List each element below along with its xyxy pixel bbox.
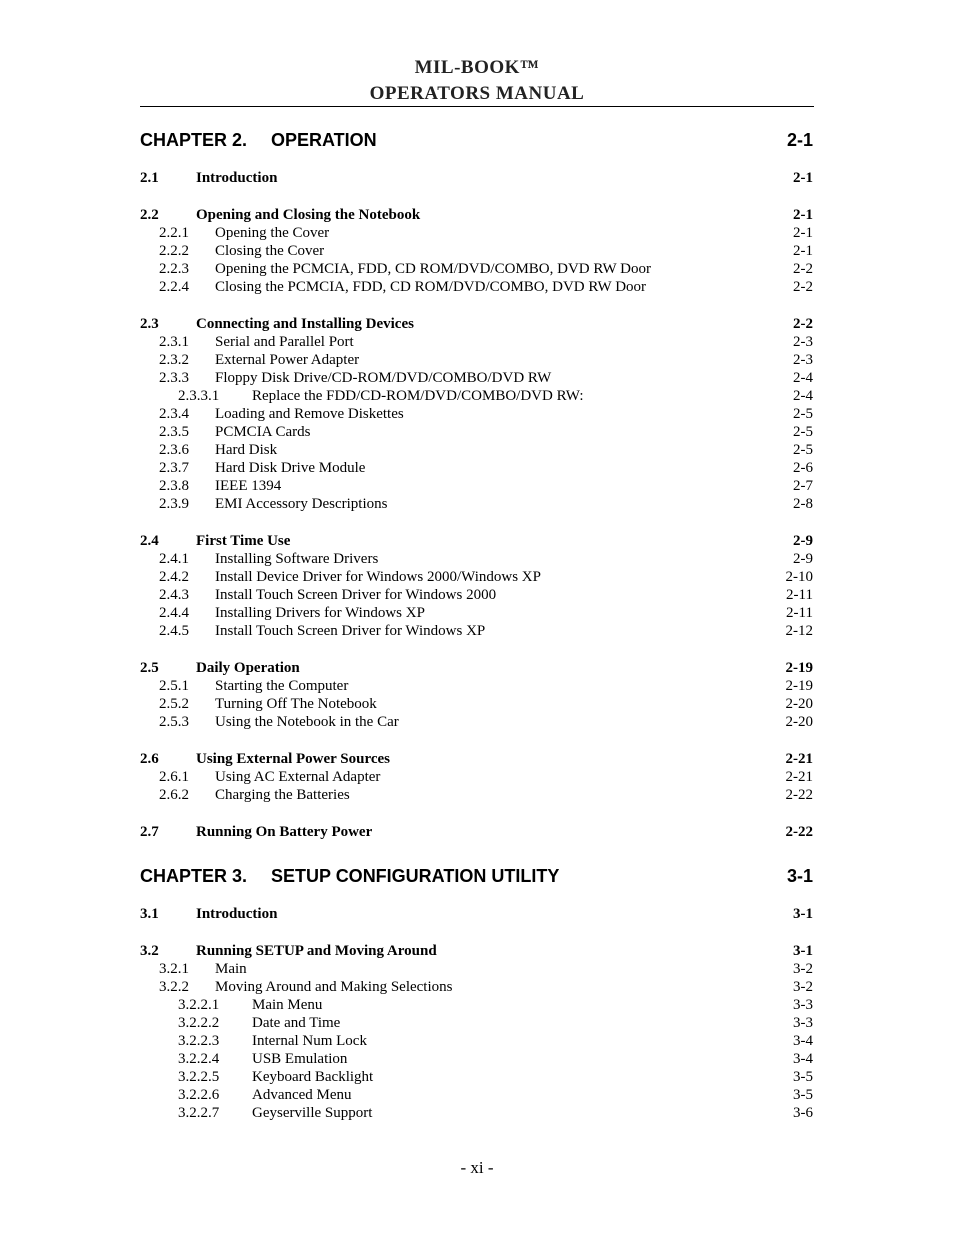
toc-entry-page: 3-3 [793, 1015, 813, 1031]
toc-entry-number: 2.4.5 [159, 623, 189, 639]
toc-entry-sub[interactable] [0, 695, 954, 713]
toc-entry-page: 3-4 [793, 1033, 813, 1049]
toc-entry-title: Internal Num Lock [252, 1033, 367, 1049]
toc-entry-number: 2.3.1 [159, 334, 189, 350]
toc-entry-subsub[interactable] [0, 1014, 954, 1032]
toc-entry-number: 2.3.6 [159, 442, 189, 458]
toc-entry-page: 2-1 [793, 207, 813, 223]
toc-entry-title: Opening the Cover [215, 225, 330, 241]
toc-entry-number: 3.2 [140, 943, 159, 959]
toc-entry-page: 2-1 [786, 130, 813, 150]
toc-entry-number: 2.3.2 [159, 352, 189, 368]
toc-entry-title: Closing the PCMCIA, FDD, CD ROM/DVD/COMBO, DVD RW Door [215, 279, 647, 295]
toc-entry-number: 2.3.3 [159, 370, 189, 386]
toc-entry-page: 3-2 [793, 979, 813, 995]
toc-entry-number: 2.3.8 [159, 478, 189, 494]
toc-entry-subsub[interactable] [0, 1086, 954, 1104]
toc-entry-page: 3-2 [793, 961, 813, 977]
toc-entry-page: 2-3 [793, 334, 813, 350]
toc-entry-sub[interactable] [0, 978, 954, 996]
toc-entry-sub[interactable] [0, 278, 954, 296]
toc-entry-page: 2-21 [785, 769, 813, 785]
toc-entry-number: 2.3.7 [159, 460, 189, 476]
toc-entry-page: 2-1 [793, 170, 813, 186]
toc-entry-page: 2-9 [793, 551, 813, 567]
toc-entry-sub[interactable] [0, 224, 954, 242]
toc-entry-sub[interactable] [0, 441, 954, 459]
toc-entry-page: 3-3 [793, 997, 813, 1013]
toc-entry-chapter[interactable] [0, 865, 954, 887]
toc-entry-page: 2-4 [793, 388, 813, 404]
toc-entry-subsub[interactable] [0, 996, 954, 1014]
toc-entry-sub[interactable] [0, 604, 954, 622]
toc-entry-sub[interactable] [0, 405, 954, 423]
toc-entry-sub[interactable] [0, 477, 954, 495]
toc-entry-sub[interactable] [0, 260, 954, 278]
toc-entry-title: Opening the PCMCIA, FDD, CD ROM/DVD/COMBO, DVD RW Door [215, 261, 652, 277]
toc-entry-sub[interactable] [0, 423, 954, 441]
toc-entry-title: Advanced Menu [252, 1087, 352, 1103]
toc-entry-page: 2-2 [793, 316, 813, 332]
toc-entry-number: 2.2.4 [159, 279, 189, 295]
toc-entry-title: Opening and Closing the Notebook [196, 207, 421, 223]
toc-entry-title: Install Touch Screen Driver for Windows 2000 [215, 587, 497, 603]
toc-entry-page: 3-4 [793, 1051, 813, 1067]
toc-entry-title: PCMCIA Cards [215, 424, 311, 440]
toc-entry-title: Main [215, 961, 247, 977]
toc-entry-page: 3-1 [793, 943, 813, 959]
toc-entry-number: 2.3.9 [159, 496, 189, 512]
toc-entry-number: 2.6.1 [159, 769, 189, 785]
toc-entry-title: Moving Around and Making Selections [215, 979, 453, 995]
toc-entry-title: First Time Use [196, 533, 291, 549]
header-product-name: MIL-BOOK™ [414, 57, 540, 78]
toc-entry-sub[interactable] [0, 568, 954, 586]
toc-entry-page: 2-21 [785, 751, 813, 767]
toc-entry-number: 3.2.2.7 [178, 1105, 220, 1121]
toc-entry-number: 2.4.4 [159, 605, 189, 621]
toc-entry-number: 2.4.2 [159, 569, 189, 585]
toc-entry-page: 2-5 [793, 442, 813, 458]
toc-entry-sub[interactable] [0, 622, 954, 640]
toc-entry-title: Running SETUP and Moving Around [196, 943, 437, 959]
toc-entry-title: Closing the Cover [215, 243, 325, 259]
toc-entry-number: 3.2.1 [159, 961, 189, 977]
toc-entry-title: OPERATION [271, 130, 377, 150]
toc-entry-subsub[interactable] [0, 1068, 954, 1086]
toc-entry-title: Replace the FDD/CD-ROM/DVD/COMBO/DVD RW: [252, 388, 584, 404]
toc-entry-sub[interactable] [0, 369, 954, 387]
toc-entry-title: EMI Accessory Descriptions [215, 496, 388, 512]
toc-entry-number: 2.7 [140, 824, 159, 840]
toc-entry-title: Daily Operation [196, 660, 300, 676]
toc-entry-title: Geyserville Support [252, 1105, 373, 1121]
toc-entry-number: 2.4 [140, 533, 159, 549]
toc-entry-section[interactable] [0, 659, 954, 677]
toc-entry-title: Using the Notebook in the Car [215, 714, 399, 730]
toc-entry-title: Connecting and Installing Devices [196, 316, 414, 332]
toc-entry-title: Main Menu [252, 997, 323, 1013]
toc-entry-number: 3.1 [140, 906, 159, 922]
toc-entry-title: Introduction [196, 170, 278, 186]
toc-entry-sub[interactable] [0, 677, 954, 695]
toc-entry-title: Loading and Remove Diskettes [215, 406, 404, 422]
toc-entry-title: Keyboard Backlight [252, 1069, 374, 1085]
toc-entry-page: 2-22 [785, 824, 813, 840]
toc-entry-page: 2-11 [786, 587, 813, 603]
toc-entry-title: Using External Power Sources [196, 751, 391, 767]
toc-entry-title: Turning Off The Notebook [215, 696, 377, 712]
toc-entry-number: 2.3.3.1 [178, 388, 220, 404]
toc-entry-section[interactable] [0, 315, 954, 333]
toc-entry-title: SETUP CONFIGURATION UTILITY [271, 866, 560, 886]
toc-entry-sub[interactable] [0, 242, 954, 260]
header-divider [140, 106, 814, 107]
toc-entry-title: IEEE 1394 [215, 478, 282, 494]
header-manual-title: OPERATORS MANUAL [369, 83, 585, 104]
toc-entry-number: 3.2.2.4 [178, 1051, 220, 1067]
toc-entry-page: 2-19 [785, 678, 813, 694]
toc-entry-page: 3-5 [793, 1069, 813, 1085]
toc-entry-section[interactable] [0, 750, 954, 768]
toc-entry-number: 2.2.1 [159, 225, 189, 241]
toc-entry-page: 2-11 [786, 605, 813, 621]
toc-entry-section[interactable] [0, 823, 954, 841]
toc-entry-page: 2-22 [785, 787, 813, 803]
toc-entry-section[interactable] [0, 905, 954, 923]
toc-entry-page: 2-5 [793, 406, 813, 422]
toc-entry-number: 3.2.2.5 [178, 1069, 220, 1085]
toc-entry-sub[interactable] [0, 550, 954, 568]
toc-entry-sub[interactable] [0, 459, 954, 477]
toc-entry-number: 2.5.1 [159, 678, 189, 694]
toc-entry-number: 3.2.2.6 [178, 1087, 220, 1103]
toc-entry-page: 2-2 [793, 279, 813, 295]
toc-entry-title: Charging the Batteries [215, 787, 350, 803]
toc-entry-number: 3.2.2.3 [178, 1033, 220, 1049]
toc-entry-title: Floppy Disk Drive/CD-ROM/DVD/COMBO/DVD RW [215, 370, 552, 386]
toc-entry-page: 2-10 [785, 569, 813, 585]
toc-entry-page: 2-19 [785, 660, 813, 676]
toc-entry-page: 2-5 [793, 424, 813, 440]
toc-entry-title: Date and Time [252, 1015, 341, 1031]
toc-entry-number: 2.4.1 [159, 551, 189, 567]
toc-entry-subsub[interactable] [0, 1032, 954, 1050]
toc-entry-number: 2.3.5 [159, 424, 189, 440]
toc-entry-sub[interactable] [0, 713, 954, 731]
toc-entry-number: 2.6.2 [159, 787, 189, 803]
page-number: - xi - [460, 1158, 494, 1177]
toc-entry-number: 2.3 [140, 316, 159, 332]
toc-entry-number: 2.6 [140, 751, 159, 767]
toc-entry-number: 3.2.2.1 [178, 997, 220, 1013]
toc-entry-subsub[interactable] [0, 1104, 954, 1122]
toc-entry-number: 2.5 [140, 660, 159, 676]
toc-entry-title: Using AC External Adapter [215, 769, 381, 785]
toc-entry-chapter[interactable] [0, 129, 954, 151]
toc-entry-title: Hard Disk Drive Module [215, 460, 366, 476]
toc-entry-subsub[interactable] [0, 1050, 954, 1068]
toc-entry-sub[interactable] [0, 786, 954, 804]
toc-entry-page: 2-3 [793, 352, 813, 368]
toc-entry-section[interactable] [0, 532, 954, 550]
toc-entry-number: 2.3.4 [159, 406, 189, 422]
toc-entry-number: 3.2.2.2 [178, 1015, 220, 1031]
toc-entry-page: 2-20 [785, 714, 813, 730]
toc-entry-page: 2-1 [793, 225, 813, 241]
toc-entry-number: 2.1 [140, 170, 159, 186]
toc-entry-number: 3.2.2 [159, 979, 189, 995]
toc-entry-section[interactable] [0, 942, 954, 960]
toc-entry-number: 2.4.3 [159, 587, 189, 603]
toc-entry-number: CHAPTER 2. [140, 130, 248, 150]
toc-entry-sub[interactable] [0, 351, 954, 369]
toc-entry-section[interactable] [0, 169, 954, 187]
toc-entry-page: 2-1 [793, 243, 813, 259]
toc-entry-title: External Power Adapter [215, 352, 360, 368]
toc-entry-sub[interactable] [0, 333, 954, 351]
toc-entry-title: Install Touch Screen Driver for Windows XP [215, 623, 486, 639]
toc-entry-page: 2-7 [793, 478, 813, 494]
toc-entry-sub[interactable] [0, 960, 954, 978]
toc-entry-sub[interactable] [0, 586, 954, 604]
toc-entry-number: CHAPTER 3. [140, 866, 248, 886]
toc-entry-number: 2.5.3 [159, 714, 189, 730]
toc-entry-sub[interactable] [0, 768, 954, 786]
toc-entry-page: 2-20 [785, 696, 813, 712]
toc-entry-page: 2-6 [793, 460, 813, 476]
toc-entry-title: Install Device Driver for Windows 2000/Windows XP [215, 569, 541, 585]
toc-entry-title: Installing Drivers for Windows XP [215, 605, 425, 621]
toc-entry-page: 3-5 [793, 1087, 813, 1103]
toc-entry-title: USB Emulation [252, 1051, 348, 1067]
toc-entry-number: 2.2.2 [159, 243, 189, 259]
toc-entry-title: Hard Disk [215, 442, 278, 458]
toc-entry-number: 2.2 [140, 207, 159, 223]
toc-entry-page: 2-9 [793, 533, 813, 549]
toc-entry-page: 3-1 [786, 866, 813, 886]
toc-entry-number: 2.2.3 [159, 261, 189, 277]
toc-entry-page: 2-2 [793, 261, 813, 277]
toc-entry-subsub[interactable] [0, 387, 954, 405]
toc-entry-page: 3-1 [793, 906, 813, 922]
toc-entry-title: Serial and Parallel Port [215, 334, 354, 350]
toc-entry-page: 3-6 [793, 1105, 813, 1121]
toc-entry-sub[interactable] [0, 495, 954, 513]
toc-entry-page: 2-12 [785, 623, 813, 639]
toc-entry-section[interactable] [0, 206, 954, 224]
toc-entry-title: Running On Battery Power [196, 824, 373, 840]
toc-entry-number: 2.5.2 [159, 696, 189, 712]
toc-entry-title: Starting the Computer [215, 678, 349, 694]
toc-entry-title: Introduction [196, 906, 278, 922]
toc-entry-page: 2-8 [793, 496, 813, 512]
toc-entry-title: Installing Software Drivers [215, 551, 379, 567]
toc-entry-page: 2-4 [793, 370, 813, 386]
